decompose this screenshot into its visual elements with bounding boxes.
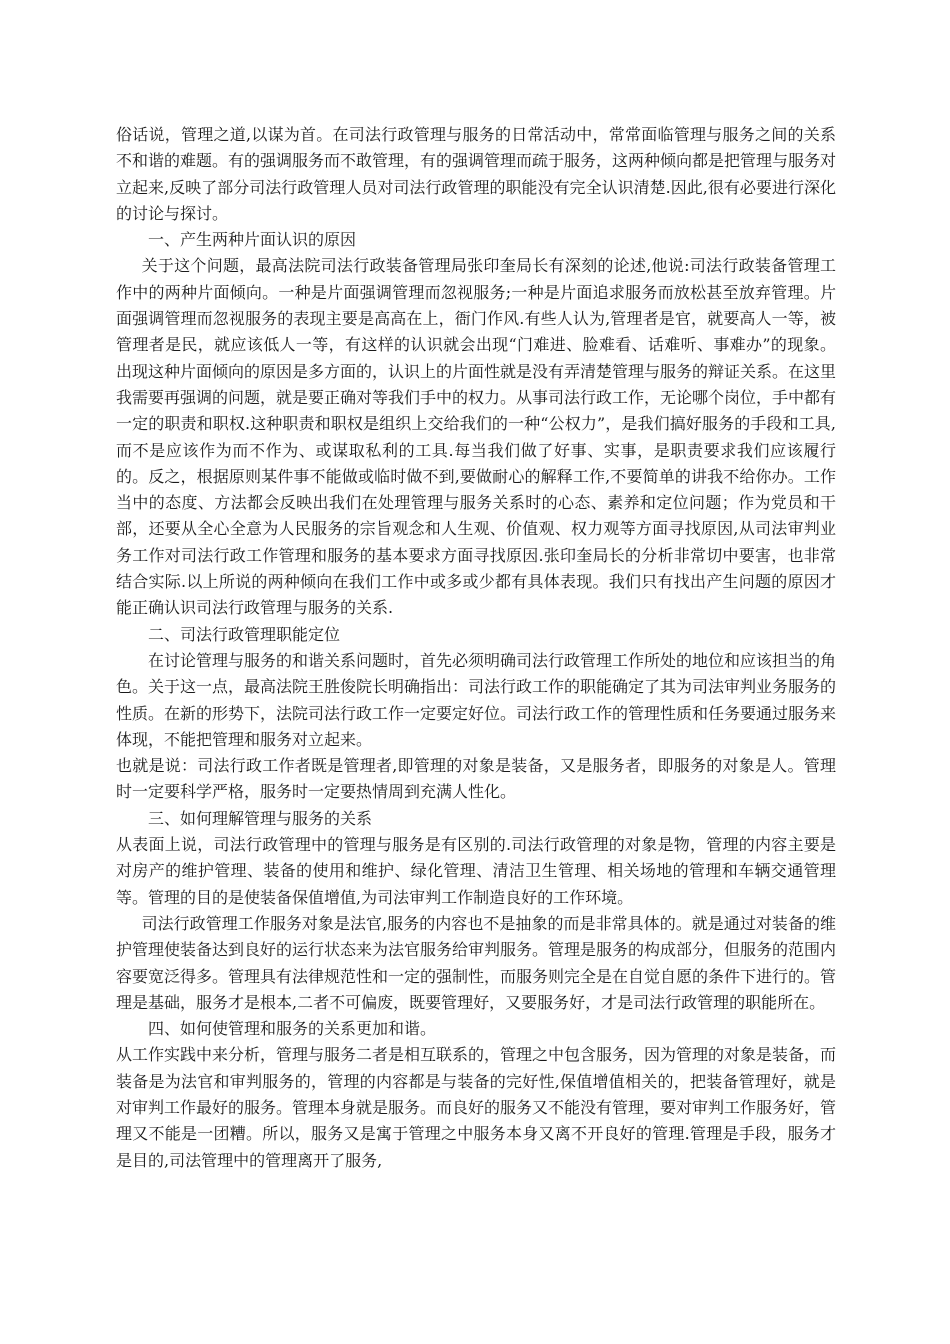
section-heading-4: 四、如何使管理和服务的关系更加和谐。 — [148, 1019, 437, 1039]
section-heading-3: 三、如何理解管理与服务的关系 — [148, 808, 373, 828]
paragraph-section-2b: 也就是说：司法行政工作者既是管理者,即管理的对象是装备，又是服务者，即服务的对象是人。管理时一定要科学严格，服务时一定要热情周到充满人性化。 — [116, 756, 836, 802]
section-heading-2: 二、司法行政管理职能定位 — [148, 624, 341, 644]
paragraph-section-2a: 在讨论管理与服务的和谐关系问题时，首先必须明确司法行政管理工作所处的地位和应该担当的角色。关于这一点，最高法院王胜俊院长明确指出：司法行政工作的职能确定了其为司法审判业务服务的性质。在新的形势下，法院司法行政工作一定要定好位。司法行政工作的管理性质和任务要通过服务来体现，不能把管理和服务对立起来。 — [116, 650, 837, 749]
paragraph-section-3a: 从表面上说，司法行政管理中的管理与服务是有区别的.司法行政管理的对象是物，管理的内容主要是对房产的维护管理、装备的使用和维护、绿化管理、清洁卫生管理、相关场地的管理和车辆交通管理等。管理的目的是使装备保值增值,为司法审判工作制造良好的工作环境。 — [116, 835, 836, 907]
section-heading-1: 一、产生两种片面认识的原因 — [148, 230, 357, 250]
paragraph-intro: 俗话说，管理之道,以谋为首。在司法行政管理与服务的日常活动中，常常面临管理与服务之间的关系不和谐的难题。有的强调服务而不敢管理，有的强调管理而疏于服务，这两种倾向都是把管理与服务对立起来,反映了部分司法行政管理人员对司法行政管理的职能没有完全认识清楚.因此,很有必要进行深化的讨论与探讨。 — [116, 125, 837, 223]
paragraph-section-3b: 司法行政管理工作服务对象是法官,服务的内容也不是抽象的而是非常具体的。就是通过对装备的维护管理使装备达到良好的运行状态来为法官服务给审判服务。管理是服务的构成部分，但服务的范围内容要宽泛得多。管理具有法律规范性和一定的强制性，而服务则完全是在自觉自愿的条件下进行的。管理是基础，服务才是根本,二者不可偏废，既要管理好，又要服务好，才是司法行政管理的职能所在。 — [116, 913, 837, 1012]
paragraph-section-4: 从工作实践中来分析，管理与服务二者是相互联系的，管理之中包含服务，因为管理的对象是装备，而装备是为法官和审判服务的，管理的内容都是与装备的完好性,保值增值相关的，把装备管理好，就是对审判工作最好的服务。管理本身就是服务。而良好的服务又不能没有管理，要对审判工作服务好，管理又不能是一团糟。所以，服务又是寓于管理之中服务本身又离不开良好的管理.管理是手段，服务才是目的,司法管理中的管理离开了服务, — [116, 1045, 837, 1170]
document-body — [116, 122, 836, 1174]
paragraph-section-1: 关于这个问题，最高法院司法行政装备管理局张印奎局长有深刻的论述,他说:司法行政装备管理工作中的两种片面倾向。一种是片面强调管理而忽视服务;一种是片面追求服务而放松甚至放弃管理。片面强调管理而忽视服务的表现主要是高高在上，衙门作风.有些人认为,管理者是官，就要高人一等，被管理者是民，就应该低人一等，有这样的认识就会出现“门难进、脸难看、话难听、事难办”的现象。出现这种片面倾向的原因是多方面的，认识上的片面性就是没有弄清楚管理与服务的辩证关系。在这里我需要再强调的问题，就是要正确对等我们手中的权力。从事司法行政工作，无论哪个岗位，手中都有一定的职责和职权.这种职责和职权是组织上交给我们的一种“公权力”，是我们搞好服务的手段和工具,而不是应该作为而不作为、或谋取私利的工具.每当我们做了好事、实事，是职责要求我们应该履行的。反之，根据原则某件事不能做或临时做不到,要做耐心的解释工作,不要简单的讲我不给你办。工作当中的态度、方法都会反映出我们在处理管理与服务关系时的心态、素养和定位问题；作为党员和干部，还要从全心全意为人民服务的宗旨观念和人生观、价值观、权力观等方面寻找原因,从司法审判业务工作对司法行政工作管理和服务的基本要求方面寻找原因.张印奎局长的分析非常切中要害，也非常结合实际.以上所说的两种倾向在我们工作中或多或少都有具体表现。我们只有找出产生问题的原因才能正确认识司法行政管理与服务的关系. — [116, 256, 837, 618]
